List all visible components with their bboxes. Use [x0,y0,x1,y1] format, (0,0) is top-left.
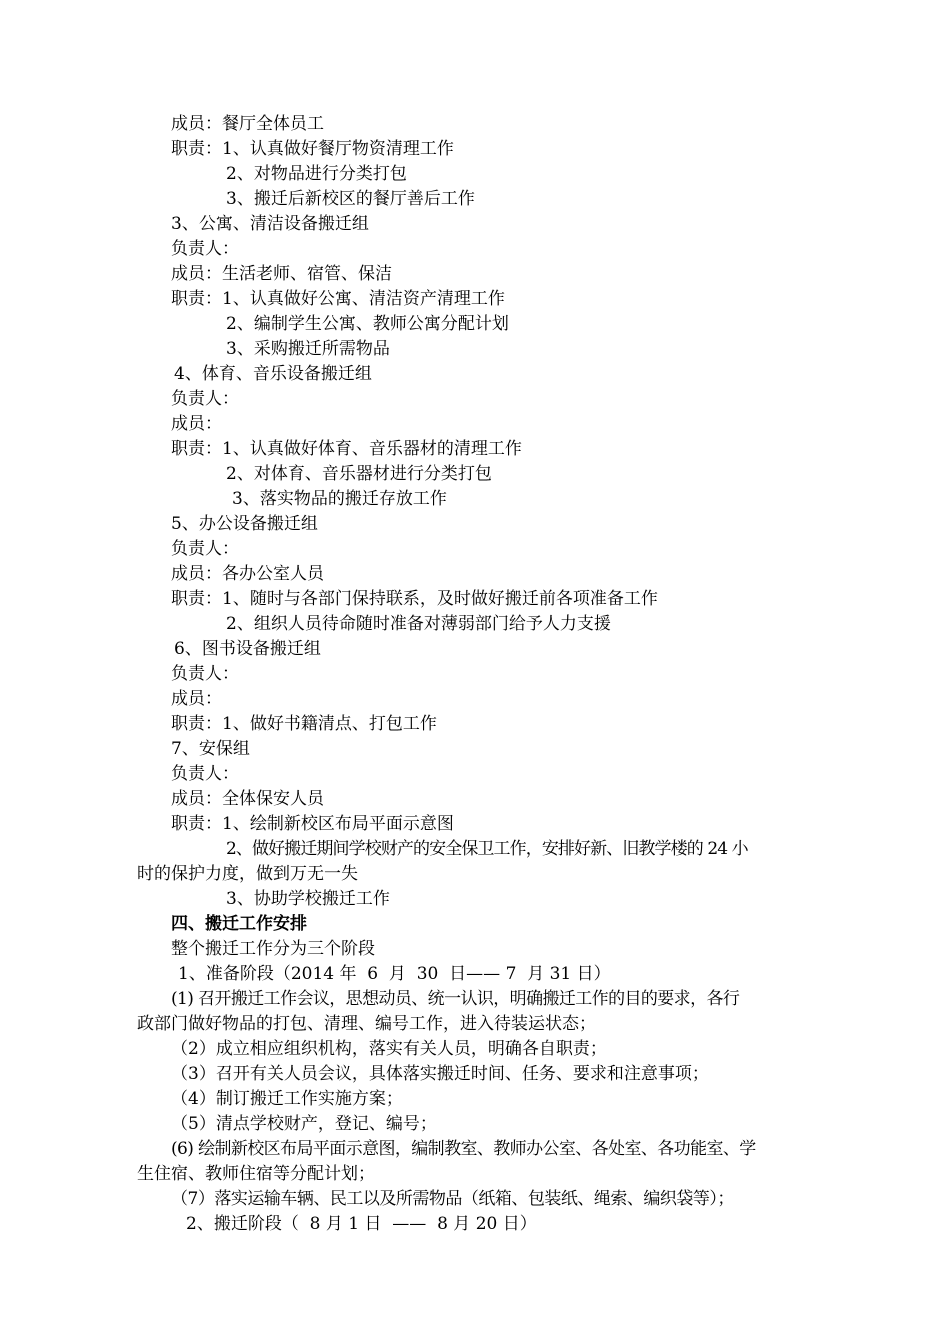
text-line: （2）成立相应组织机构，落实有关人员，明确各自职责； [171,1039,607,1059]
phase-heading: 2、搬迁阶段（ 8 月 1 日 —— 8 月 20 日） [186,1214,537,1234]
section-heading: 4、体育、音乐设备搬迁组 [174,364,372,384]
chapter-heading: 四、搬迁工作安排 [171,914,307,934]
text-line: 3、协助学校搬迁工作 [226,889,390,909]
section-heading: 6、图书设备搬迁组 [174,639,321,659]
text-line: 职责：1、做好书籍清点、打包工作 [171,714,437,734]
text-line: 负责人： [171,389,239,409]
text-line: 职责：1、绘制新校区布局平面示意图 [171,814,454,834]
text-line: 2、编制学生公寓、教师公寓分配计划 [226,314,509,334]
text-line: （7）落实运输车辆、民工以及所需物品（纸箱、包装纸、绳索、编织袋等）； [171,1189,734,1209]
text-line: 时的保护力度，做到万无一失 [137,864,358,884]
text-line: （4）制订搬迁工作实施方案； [171,1089,403,1109]
text-line: 职责：1、随时与各部门保持联系，及时做好搬迁前各项准备工作 [171,589,658,609]
section-heading: 7、安保组 [171,739,250,759]
text-line: (1) 召开搬迁工作会议，思想动员、统一认识，明确搬迁工作的目的要求，各行 [171,989,740,1009]
text-line: 生住宿、教师住宿等分配计划； [137,1164,375,1184]
text-line: （5）清点学校财产，登记、编号； [171,1114,437,1134]
text-line: 负责人： [171,539,239,559]
text-line: 政部门做好物品的打包、清理、编号工作，进入待装运状态； [137,1014,596,1034]
text-line: 成员：生活老师、宿管、保洁 [171,264,392,284]
text-line: 负责人： [171,664,239,684]
text-line: 成员： [171,414,222,434]
text-line: 2、对物品进行分类打包 [226,164,407,184]
text-line: 负责人： [171,764,239,784]
text-line: 2、对体育、音乐器材进行分类打包 [226,464,492,484]
text-line: 职责：1、认真做好公寓、清洁资产清理工作 [171,289,505,309]
text-line: 成员：全体保安人员 [171,789,324,809]
text-line: 负责人： [171,239,239,259]
text-line: 成员： [171,689,222,709]
text-line: 3、搬迁后新校区的餐厅善后工作 [226,189,475,209]
section-heading: 3、公寓、清洁设备搬迁组 [171,214,369,234]
text-line: 成员：餐厅全体员工 [171,114,324,134]
text-line: 成员：各办公室人员 [171,564,324,584]
text-line: 职责：1、认真做好餐厅物资清理工作 [171,139,454,159]
text-line: 2、组织人员待命随时准备对薄弱部门给予人力支援 [226,614,611,634]
text-line: 3、采购搬迁所需物品 [226,339,390,359]
section-heading: 5、办公设备搬迁组 [171,514,318,534]
text-line: 3、落实物品的搬迁存放工作 [232,489,447,509]
text-line: 整个搬迁工作分为三个阶段 [171,939,375,959]
text-line: 职责：1、认真做好体育、音乐器材的清理工作 [171,439,522,459]
text-line: 2、做好搬迁期间学校财产的安全保卫工作，安排好新、旧教学楼的 24 小 [226,839,748,859]
text-line: (6) 绘制新校区布局平面示意图，编制教室、教师办公室、各处室、各功能室、学 [171,1139,756,1159]
text-line: （3）召开有关人员会议，具体落实搬迁时间、任务、要求和注意事项； [171,1064,709,1084]
phase-heading: 1、准备阶段（2014 年 6 月 30 日—— 7 月 31 日） [178,964,611,984]
